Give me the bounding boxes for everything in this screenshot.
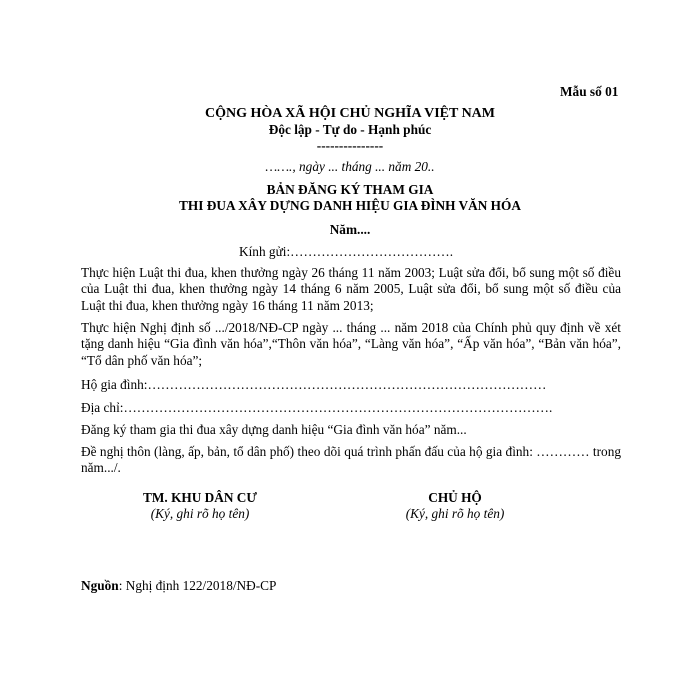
paragraph-decree: Thực hiện Nghị định số .../2018/NĐ-CP ngày ... tháng ... năm 2018 của Chính phủ quy định về xét tặng danh hiệu “Gia đình văn hóa”,“Thôn văn hóa”, “Làng văn hóa”, “Ấp văn hóa”, “Bản văn hóa”, “Tổ dân phố văn hóa”; <box>81 320 621 368</box>
signature-left-note: (Ký, ghi rõ họ tên) <box>150 506 250 521</box>
source-text: : Nghị định 122/2018/NĐ-CP <box>118 578 277 593</box>
register-statement: Đăng ký tham gia thi đua xây dựng danh hiệu “Gia đình văn hóa” năm... <box>81 422 467 437</box>
document-title-line1: BẢN ĐĂNG KÝ THAM GIA <box>266 182 434 197</box>
motto: Độc lập - Tự do - Hạnh phúc <box>268 122 432 137</box>
proposal-statement: Đề nghị thôn (làng, ấp, bản, tổ dân phố) theo dõi quá trình phấn đấu của hộ gia đình: ………… trong năm.../. <box>81 444 621 476</box>
signature-right-title: CHỦ HỘ <box>428 490 482 505</box>
nation-header: CỘNG HÒA XÃ HỘI CHỦ NGHĨA VIỆT NAM <box>204 106 495 121</box>
paragraph-law: Thực hiện Luật thi đua, khen thưởng ngày 26 tháng 11 năm 2003; Luật sửa đổi, bổ sung một số điều của Luật thi đua, khen thưởng ngày 14 tháng 6 năm 2005, Luật sửa đổi, bổ sung một số điều của Luật thi đua, khen thưởng ngày 16 tháng 11 năm 2013; <box>81 265 621 313</box>
form-number: Mẫu số 01 <box>560 84 619 99</box>
date-line: ……., ngày ... tháng ... năm 20.. <box>265 159 435 174</box>
address-field: Địa chỉ:……………………………………………………………………………………. <box>81 400 553 415</box>
recipient-line: Kính gửi:………………………………. <box>239 244 454 259</box>
household-field: Hộ gia đình:……………………………………………………………………………… <box>81 377 547 392</box>
document-title-line2: THI ĐUA XÂY DỰNG DANH HIỆU GIA ĐÌNH VĂN HÓA <box>179 198 521 213</box>
title-year: Năm.... <box>329 222 371 237</box>
signature-left-title: TM. KHU DÂN CƯ <box>143 490 257 505</box>
source-label: Nguồn <box>81 578 119 593</box>
source-line <box>81 578 276 594</box>
header-divider: --------------- <box>316 138 384 153</box>
signature-right-note: (Ký, ghi rõ họ tên) <box>405 506 505 521</box>
